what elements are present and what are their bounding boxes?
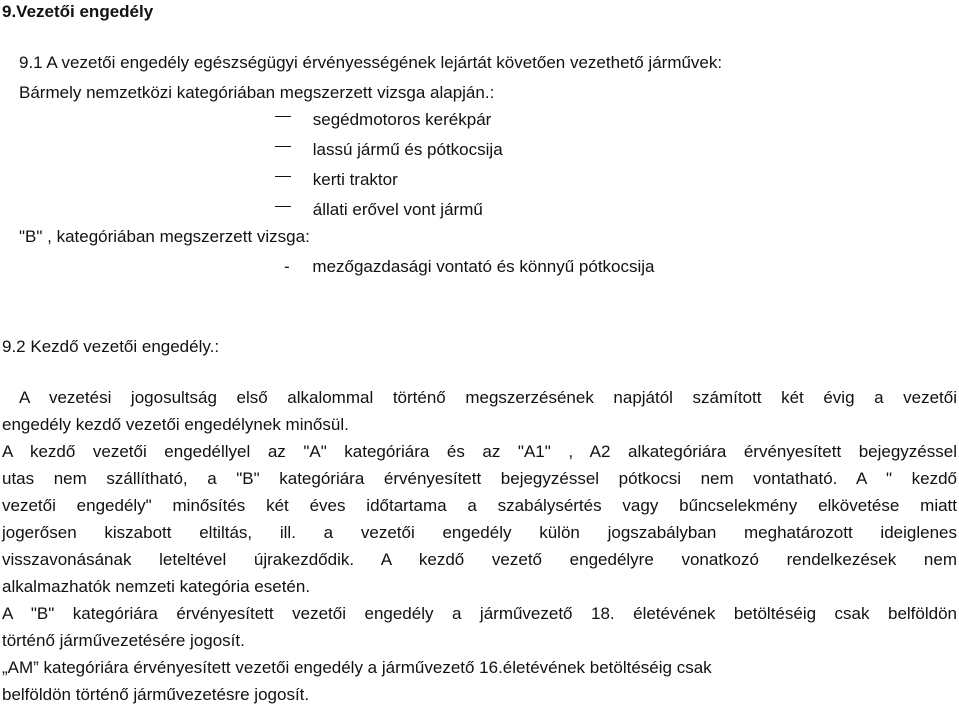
section-title: 9.Vezetői engedély xyxy=(2,2,154,21)
subsection-9-1-heading: 9.1 A vezetői engedély egészségügyi érvényességének lejártát követően vezethető járművek: xyxy=(19,53,723,72)
dash-bullet-icon xyxy=(275,176,291,177)
paragraph-line: utas nem szállítható, a "B" kategóriára érvényesített bejegyzéssel pótkocsi nem vontatható. A " kezdő xyxy=(2,469,957,488)
paragraph-line: történő járművezetésére jogosít. xyxy=(2,631,245,650)
list-item-label: lassú jármű és pótkocsija xyxy=(312,140,503,159)
subsection-9-2-heading: 9.2 Kezdő vezetői engedély.: xyxy=(2,337,220,356)
dash-bullet-icon xyxy=(275,116,291,117)
paragraph-line: jogerősen kiszabott eltiltás, ill. a vezetői engedély külön jogszabályban meghatározott ideiglenes xyxy=(2,523,957,542)
b-category-item-label: mezőgazdasági vontató és könnyű pótkocsija xyxy=(312,257,655,276)
list-item-label: állati erővel vont jármű xyxy=(312,200,483,219)
paragraph-line: alkalmazhatók nemzeti kategória esetén. xyxy=(2,577,311,596)
paragraph-line: visszavonásának leteltével újrakezdődik. A kezdő vezető engedélyre vonatkozó rendelkezések nem xyxy=(2,550,957,569)
b-category-intro: "B" , kategóriában megszerzett vizsga: xyxy=(19,227,310,246)
paragraph-line: A "B" kategóriára érvényesített vezetői engedély a járművezető 18. életévének betöltéséig csak belföldön xyxy=(2,604,957,623)
paragraph-line: A vezetési jogosultság első alkalommal történő megszerzésének napjától számított két évig a vezetői xyxy=(19,388,957,407)
paragraph-line: engedély kezdő vezetői engedélynek minősül. xyxy=(2,415,349,434)
paragraph-line: vezetői engedély" minősítés két éves időtartama a szabálysértés vagy bűncselekmény elkövetése miatt xyxy=(2,496,957,515)
list-item xyxy=(275,200,483,220)
dash-bullet-icon xyxy=(275,206,291,207)
list-item xyxy=(275,170,398,190)
list-item-label: segédmotoros kerékpár xyxy=(312,110,492,129)
paragraph-line: belföldön történő járművezetésre jogosít. xyxy=(2,685,310,704)
list-item-label: kerti traktor xyxy=(312,170,398,189)
b-category-item xyxy=(284,257,655,277)
paragraph-line: A kezdő vezetői engedéllyel az "A" kategóriára és az "A1" , A2 alkategóriára érvényesített bejegyzéssel xyxy=(2,442,957,461)
paragraph-line: „AM” kategóriára érvényesített vezetői engedély a járművezető 16.életévének betöltéséig csak xyxy=(2,658,712,677)
dash-bullet: - xyxy=(284,257,290,276)
dash-bullet-icon xyxy=(275,146,291,147)
list-item xyxy=(275,110,491,130)
list-item xyxy=(275,140,503,160)
subsection-9-1-intro: Bármely nemzetközi kategóriában megszerzett vizsga alapján.: xyxy=(19,83,495,102)
